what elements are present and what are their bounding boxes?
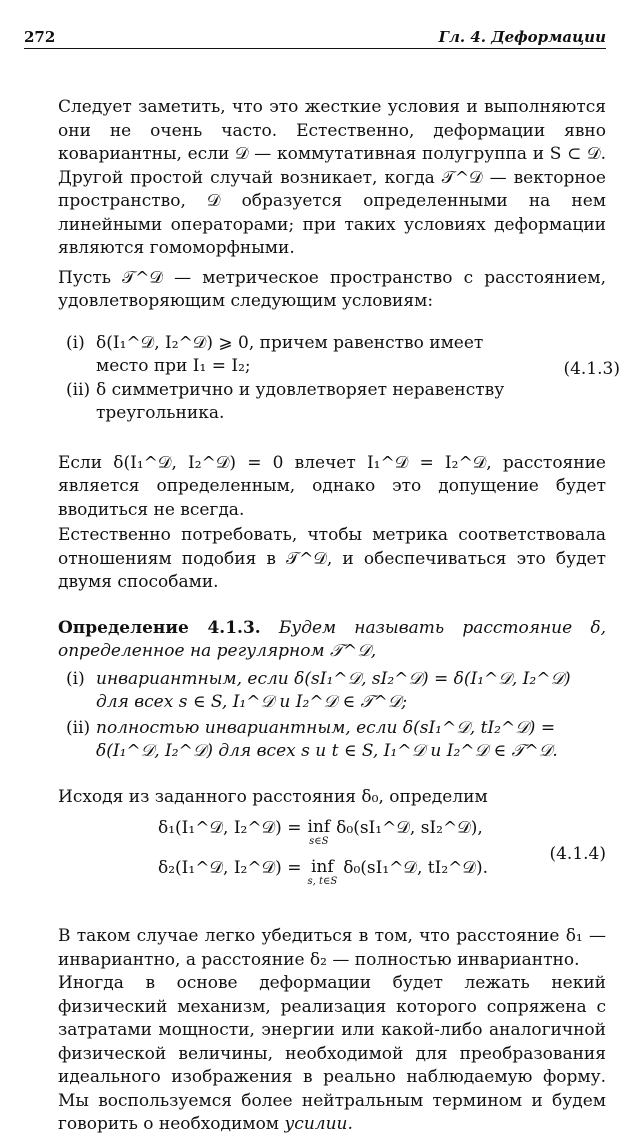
paragraph-6: В таком случае легко убедиться в том, что расстояние δ₁ — инвариантно, а расстояние δ₂ — полностью инвариантно. bbox=[58, 926, 606, 970]
condition-item bbox=[66, 332, 516, 379]
equations-block bbox=[58, 817, 606, 899]
header-rule bbox=[24, 48, 606, 49]
equation-number: (4.1.4) bbox=[549, 844, 606, 864]
infimum-operator: inf bbox=[310, 857, 334, 877]
equation-line bbox=[158, 817, 606, 857]
condition-text: δ симметрично и удовлетворяет неравенству треугольника. bbox=[96, 379, 505, 423]
definition-title: Определение 4.1.3. bbox=[58, 617, 261, 638]
paragraph-4: Естественно потребовать, чтобы метрика соответствовала отношениям подобия в 𝒯^𝒟, и обеспечиваться это будет двумя способами. bbox=[58, 525, 606, 592]
definition-item-label: (i) bbox=[66, 668, 85, 689]
infimum-subscript: s∈S bbox=[309, 836, 329, 847]
paragraph-7-text: Иногда в основе деформации будет лежать некий физический механизм, реализация которого сопряжена с затратами мощности, энергии или какой-либо аналогичной физической величины, необходимой для преобразования идеального изображения в реально наблюдаемую форму. Мы воспользуемся более нейтральным термином и будем говорить о необходимом bbox=[58, 973, 606, 1134]
infimum bbox=[307, 857, 337, 887]
paragraph-2: Пусть 𝒯^𝒟 — метрическое пространство с расстоянием, удовлетворяющим следующим условиям: bbox=[58, 267, 606, 311]
paragraph-1: Следует заметить, что это жесткие условия и выполняются они не очень часто. Естественно, деформации явно ковариантны, если 𝒟 — коммутативная полугруппа и S ⊂ 𝒟. Другой простой случай возникает, когда 𝒯^𝒟 — векторное пространство, 𝒟 образуется определенными на нем линейными операторами; при таких условиях деформации являются гомоморфными. bbox=[58, 97, 606, 258]
equation-lhs: δ₁(I₁^𝒟, I₂^𝒟) = bbox=[158, 818, 302, 838]
definition-item-text: полностью инвариантным, если δ(sI₁^𝒟, tI₂^𝒟) = δ(I₁^𝒟, I₂^𝒟) для всех s и t ∈ S, I₁^𝒟 и I₂^𝒟 ∈ 𝒯^𝒟. bbox=[96, 717, 558, 761]
condition-label: (i) bbox=[66, 332, 85, 353]
equation-number: (4.1.3) bbox=[563, 358, 620, 379]
paragraph-3: Если δ(I₁^𝒟, I₂^𝒟) = 0 влечет I₁^𝒟 = I₂^𝒟, расстояние является определенным, однако это допущение будет вводиться не всегда. bbox=[58, 452, 606, 520]
definition-item-text: инвариантным, если δ(sI₁^𝒟, sI₂^𝒟) = δ(I₁^𝒟, I₂^𝒟) для всех s ∈ S, I₁^𝒟 и I₂^𝒟 ∈ 𝒯^𝒟; bbox=[96, 668, 571, 712]
paragraph-5: Исходя из заданного расстояния δ₀, определим bbox=[58, 786, 488, 807]
running-title: Гл. 4. Деформации bbox=[438, 28, 606, 46]
equation-lhs: δ₂(I₁^𝒟, I₂^𝒟) = bbox=[158, 858, 302, 878]
definition-item-label: (ii) bbox=[66, 717, 91, 738]
condition-item bbox=[66, 379, 516, 426]
infimum-operator: inf bbox=[307, 817, 331, 837]
definition-items bbox=[58, 668, 606, 764]
conditions-block bbox=[58, 332, 620, 426]
page-number: 272 bbox=[24, 28, 56, 46]
paragraph-7-end: усилии. bbox=[284, 1114, 353, 1134]
definition-item bbox=[66, 668, 606, 715]
condition-label: (ii) bbox=[66, 379, 91, 400]
equation-line bbox=[158, 857, 606, 897]
definition-intro: Будем называть расстояние δ, определенное на регулярном 𝒯^𝒟, bbox=[58, 617, 606, 661]
definition-item bbox=[66, 717, 606, 764]
equation-rhs: δ₀(sI₁^𝒟, sI₂^𝒟), bbox=[336, 818, 483, 838]
paragraph-7 bbox=[58, 972, 606, 1137]
infimum-subscript: s, t∈S bbox=[307, 876, 338, 887]
equation-rhs: δ₀(sI₁^𝒟, tI₂^𝒟). bbox=[343, 858, 488, 878]
infimum bbox=[307, 817, 330, 847]
condition-text: δ(I₁^𝒟, I₂^𝒟) ⩾ 0, причем равенство имеет место при I₁ = I₂; bbox=[96, 332, 484, 376]
definition-block bbox=[58, 617, 606, 764]
